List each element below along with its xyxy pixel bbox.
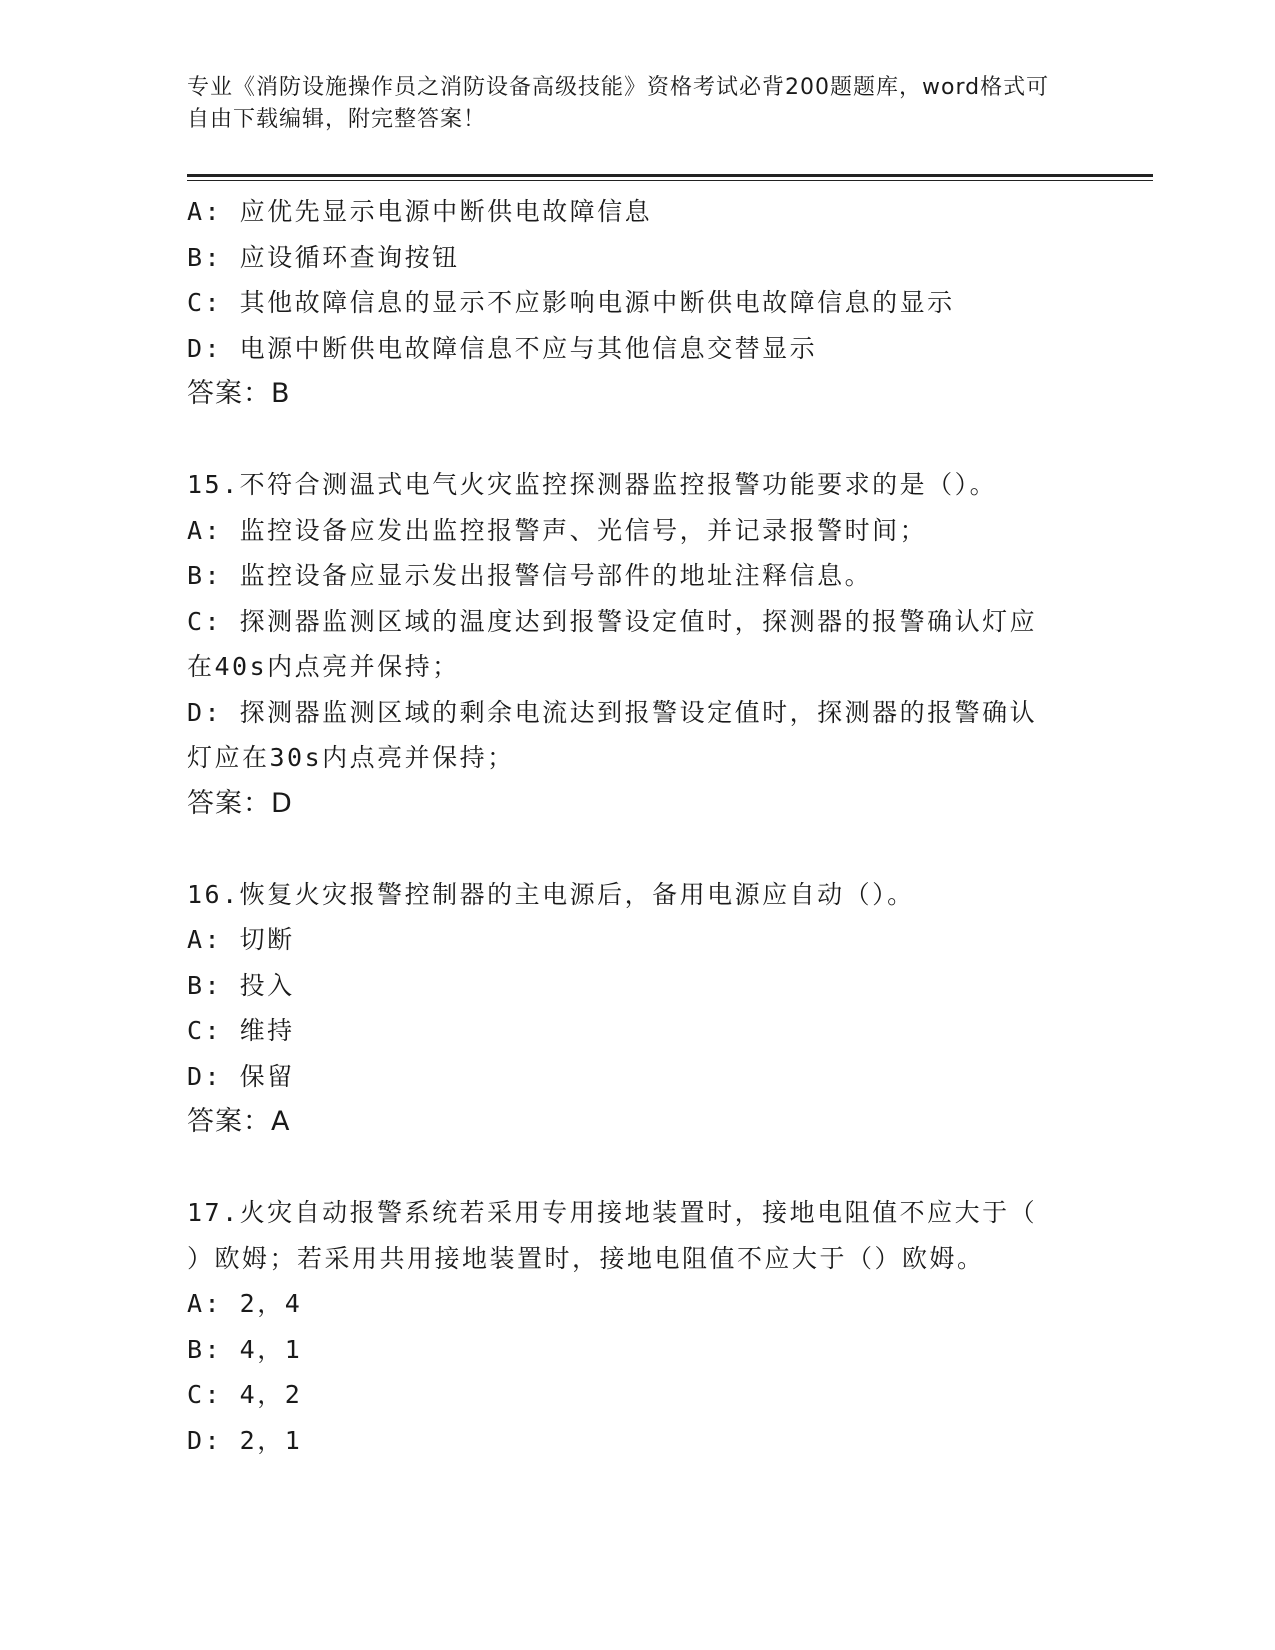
question-block-16: [187, 872, 1087, 1145]
option-c: C: 4，2: [187, 1380, 303, 1409]
option-a: A: 切断: [187, 925, 295, 954]
answer-line: 答案：A: [187, 1106, 291, 1137]
question-block-prev: [187, 189, 1087, 417]
option-c: C: 维持: [187, 1016, 295, 1045]
question-text: 17.火灾自动报警系统若采用专用接地装置时，接地电阻值不应大于（: [187, 1198, 1038, 1227]
question-block-15: [187, 462, 1087, 826]
answer-line: 答案：D: [187, 787, 293, 819]
option-a: A: 监控设备应发出监控报警声、光信号，并记录报警时间；: [187, 515, 928, 545]
spacer: [187, 826, 1087, 872]
option-b: B: 4，1: [187, 1334, 303, 1364]
option-d: D: 探测器监测区域的剩余电流达到报警设定值时，探测器的报警确认: [187, 697, 1038, 727]
header-rule-thick: [187, 174, 1153, 177]
option-d: D: 保留: [187, 1061, 295, 1091]
question-text: 16.恢复火灾报警控制器的主电源后，备用电源应自动（）。: [187, 879, 915, 909]
spacer: [187, 417, 1087, 463]
option-a: A: 应优先显示电源中断供电故障信息: [187, 197, 653, 226]
header-rule-thin: [187, 180, 1153, 181]
option-d: D: 电源中断供电故障信息不应与其他信息交替显示: [187, 333, 818, 363]
option-b: B: 应设循环查询按钮: [187, 242, 460, 272]
option-b: B: 投入: [187, 970, 295, 1000]
document-body: [187, 189, 1087, 1463]
question-text: 15.不符合测温式电气火灾监控探测器监控报警功能要求的是（）。: [187, 470, 998, 499]
option-c: C: 探测器监测区域的温度达到报警设定值时，探测器的报警确认灯应: [187, 606, 1038, 636]
option-c-continued: 在40s内点亮并保持；: [187, 652, 460, 681]
question-block-17: [187, 1190, 1087, 1463]
option-d-continued: 灯应在30s内点亮并保持；: [187, 743, 515, 772]
question-text-continued: ）欧姆；若采用共用接地装置时，接地电阻值不应大于（）欧姆。: [187, 1243, 985, 1273]
option-d: D: 2，1: [187, 1425, 303, 1455]
document-header: 专业《消防设施操作员之消防设备高级技能》资格考试必背200题题库，word格式可自由下载编辑，附完整答案！: [187, 75, 1050, 132]
spacer: [187, 1145, 1087, 1191]
option-c: C: 其他故障信息的显示不应影响电源中断供电故障信息的显示: [187, 288, 955, 317]
option-a: A: 2，4: [187, 1289, 303, 1318]
option-b: B: 监控设备应显示发出报警信号部件的地址注释信息。: [187, 561, 873, 590]
answer-line: 答案：B: [187, 378, 291, 409]
